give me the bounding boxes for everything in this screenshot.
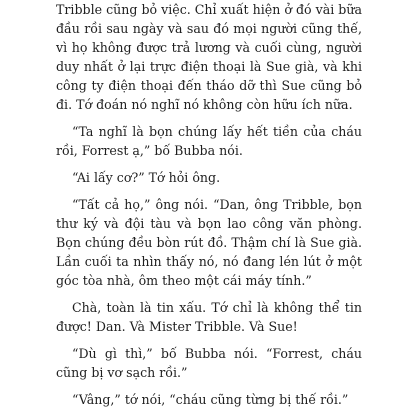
- paragraph-4: “Tất cả họ,” ông nói. “Dan, ông Tribble, bọn thư ký và đội tàu và bọn lao công văn phòng. Bọn chúng đều bòn rút đồ. Thậm chí là Sue già. Lần cuối ta nhìn thấy nó, nó đang lén lút ở một góc tòa nhà, ôm theo một cái máy tính.”: [56, 197, 362, 288]
- paragraph-3: “Ai lấy cơ?” Tớ hỏi ông.: [72, 170, 221, 185]
- page-text-column: [56, 0, 362, 409]
- paragraph-2: “Ta nghĩ là bọn chúng lấy hết tiền của cháu rồi, Forrest ạ,” bố Bubba nói.: [56, 124, 362, 158]
- paragraph-1: Tribble cũng bỏ việc. Chỉ xuất hiện ở đó vài bữa đầu rồi sau ngày và sau đó mọi người cũng thế, vì họ không được trả lương và cuối cùng, người duy nhất ở lại trực điện thoại là Sue già, và khi công ty điện thoại đến tháo dỡ thì Sue cũng bỏ đi. Tớ đoán nó nghĩ nó không còn hữu ích nữa.: [56, 2, 362, 112]
- paragraph-6: “Dù gì thì,” bố Bubba nói. “Forrest, cháu cũng bị vơ sạch rồi.”: [56, 346, 362, 380]
- paragraph-5: Chà, toàn là tin xấu. Tớ chỉ là không thể tin được! Dan. Và Mister Tribble. Và Sue!: [56, 300, 362, 334]
- paragraph-7: “Vâng,” tớ nói, “cháu cũng từng bị thế rồi.”: [72, 392, 349, 407]
